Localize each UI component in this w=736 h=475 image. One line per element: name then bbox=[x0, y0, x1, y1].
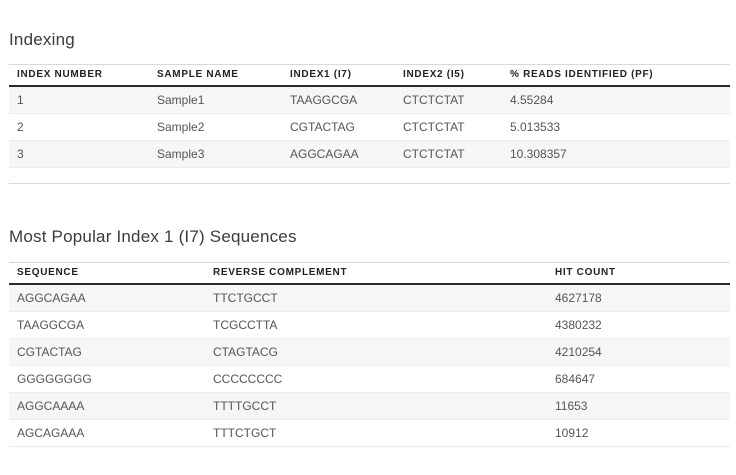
cell-hit-count: 4210254 bbox=[547, 339, 730, 366]
table-row bbox=[9, 312, 730, 339]
cell-sample-name: Sample3 bbox=[149, 141, 282, 168]
table-row bbox=[9, 339, 730, 366]
table-row bbox=[9, 86, 730, 114]
indexing-section-title: Indexing bbox=[9, 30, 75, 49]
cell-index2: CTCTCTAT bbox=[395, 141, 502, 168]
column-header-reverse-complement: REVERSE COMPLEMENT bbox=[205, 263, 547, 285]
cell-reverse-complement: CTAGTACG bbox=[205, 339, 547, 366]
cell-hit-count: 10912 bbox=[547, 420, 730, 447]
cell-index-number: 3 bbox=[9, 141, 149, 168]
cell-reverse-complement: TTTCTGCT bbox=[205, 420, 547, 447]
cell-hit-count: 4627178 bbox=[547, 284, 730, 312]
cell-hit-count: 4380232 bbox=[547, 312, 730, 339]
cell-sequence: AGGCAGAA bbox=[9, 284, 205, 312]
column-header-pct-reads-identified: % READS IDENTIFIED (PF) bbox=[502, 65, 730, 87]
table-row bbox=[9, 393, 730, 420]
cell-sample-name: Sample1 bbox=[149, 86, 282, 114]
column-header-sample-name: SAMPLE NAME bbox=[149, 65, 282, 87]
cell-index2: CTCTCTAT bbox=[395, 86, 502, 114]
cell-index1: TAAGGCGA bbox=[282, 86, 395, 114]
column-header-hit-count: HIT COUNT bbox=[547, 263, 730, 285]
column-header-index-number: INDEX NUMBER bbox=[9, 65, 149, 87]
table-row bbox=[9, 114, 730, 141]
column-header-index2-i5: INDEX2 (I5) bbox=[395, 65, 502, 87]
cell-pct-reads: 5.013533 bbox=[502, 114, 730, 141]
column-header-index1-i7: INDEX1 (I7) bbox=[282, 65, 395, 87]
indexing-table bbox=[9, 64, 730, 184]
popular-sequences-section-title: Most Popular Index 1 (I7) Sequences bbox=[9, 227, 297, 246]
cell-index1: CGTACTAG bbox=[282, 114, 395, 141]
table-row bbox=[9, 284, 730, 312]
cell-sample-name: Sample2 bbox=[149, 114, 282, 141]
cell-index2: CTCTCTAT bbox=[395, 114, 502, 141]
cell-reverse-complement: TTCTGCCT bbox=[205, 284, 547, 312]
cell-sequence: CGTACTAG bbox=[9, 339, 205, 366]
popular-sequences-header-row bbox=[9, 263, 730, 285]
cell-sequence: GGGGGGGG bbox=[9, 366, 205, 393]
cell-index-number: 1 bbox=[9, 86, 149, 114]
cell-index1: AGGCAGAA bbox=[282, 141, 395, 168]
cell-sequence: AGCAGAAA bbox=[9, 420, 205, 447]
popular-sequences-table bbox=[9, 262, 730, 447]
table-row bbox=[9, 141, 730, 168]
column-header-sequence: SEQUENCE bbox=[9, 263, 205, 285]
cell-reverse-complement: TTTTGCCT bbox=[205, 393, 547, 420]
cell-index-number: 2 bbox=[9, 114, 149, 141]
table-footer-spacer bbox=[9, 168, 730, 184]
cell-pct-reads: 4.55284 bbox=[502, 86, 730, 114]
cell-hit-count: 684647 bbox=[547, 366, 730, 393]
indexing-table-header-row bbox=[9, 65, 730, 87]
cell-sequence: TAAGGCGA bbox=[9, 312, 205, 339]
cell-reverse-complement: CCCCCCCC bbox=[205, 366, 547, 393]
table-row bbox=[9, 366, 730, 393]
cell-hit-count: 11653 bbox=[547, 393, 730, 420]
table-row bbox=[9, 420, 730, 447]
cell-sequence: AGGCAAAA bbox=[9, 393, 205, 420]
cell-pct-reads: 10.308357 bbox=[502, 141, 730, 168]
cell-reverse-complement: TCGCCTTA bbox=[205, 312, 547, 339]
